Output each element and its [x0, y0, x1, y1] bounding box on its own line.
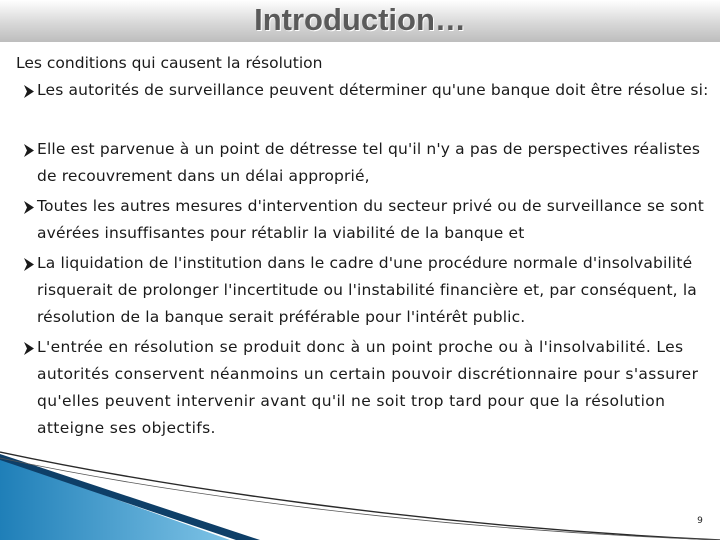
arrow-bullet-icon: [24, 342, 34, 355]
bullet-text: Toutes les autres mesures d'intervention du secteur privé ou de surveillance se sont avérées insuffisantes pour rétablir la viabilité de la banque et: [37, 197, 704, 242]
bullet-text: Elle est parvenue à un point de détresse tel qu'il n'y a pas de perspectives réalistes de recouvrement dans un délai approprié,: [37, 140, 701, 185]
bullet-text: La liquidation de l'institution dans le cadre d'une procédure normale d'insolvabilité risquerait de prolonger l'incertitude ou l'instabilité financière et, par conséquent, la résolution de la banque serait préférable pour l'intérêt public.: [37, 254, 697, 326]
arrow-bullet-icon: [24, 85, 34, 98]
arrow-bullet-icon: [24, 201, 34, 214]
page-number: 9: [697, 516, 703, 526]
arrow-bullet-icon: [24, 144, 34, 157]
slide-title: Introduction…: [254, 2, 466, 37]
decorative-swoosh: [0, 448, 720, 540]
bullet-text: L'entrée en résolution se produit donc à un point proche ou à l'insolvabilité. Les autorités conservent néanmoins un certain pouvoir discrétionnaire pour s'assurer qu'elles peuvent intervenir avant qu'il ne soit trop tard pour que la résolution atteigne ses objectifs.: [37, 338, 699, 437]
bullet-text: Les autorités de surveillance peuvent déterminer qu'une banque doit être résolue si:: [37, 81, 709, 99]
arrow-bullet-icon: [24, 258, 34, 271]
intro-text: Les conditions qui causent la résolution: [16, 54, 323, 72]
